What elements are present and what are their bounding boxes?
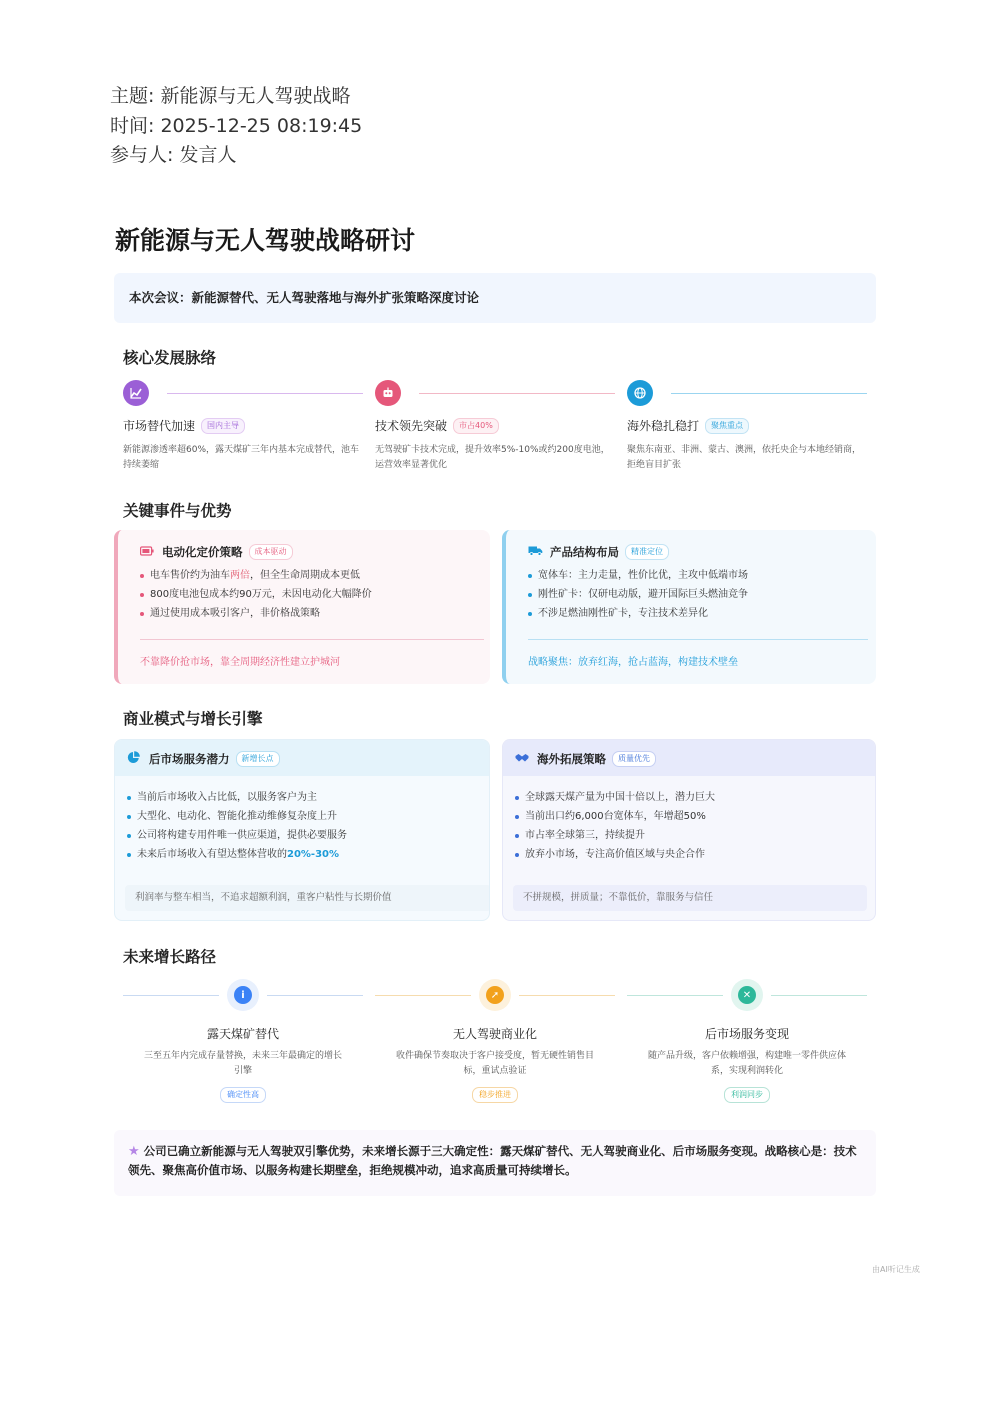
card-title: 产品结构布局 — [550, 545, 619, 559]
list-item: 全球露天煤产量为中国十倍以上，潜力巨大 — [515, 788, 715, 807]
list-item: 未来后市场收入有望达整体营收的20%-30% — [127, 845, 347, 864]
section-title-events: 关键事件与优势 — [123, 502, 232, 520]
list-item: 当前出口约6,000台宽体车，年增超50% — [515, 807, 715, 826]
truck-icon — [528, 545, 542, 559]
card-divider — [140, 639, 484, 640]
card-bullets — [528, 566, 748, 623]
growth-tag: 确定性高 — [220, 1087, 266, 1103]
robot-icon — [375, 380, 401, 406]
timeline-desc: 新能源渗透率超60%，露天煤矿三年内基本完成替代，池车持续萎缩 — [123, 445, 360, 470]
card-title: 电动化定价策略 — [162, 545, 243, 559]
handshake-icon — [515, 752, 529, 767]
growth-connector — [267, 995, 363, 996]
list-item: 当前后市场收入占比低，以服务客户为主 — [127, 788, 347, 807]
timeline-title — [627, 417, 749, 434]
list-item: 不涉足燃油刚性矿卡，专注技术差异化 — [528, 604, 748, 623]
list-item: 宽体车：主力走量，性价比优，主攻中低端市场 — [528, 566, 748, 585]
list-item: 放弃小市场，专注高价值区域与央企合作 — [515, 845, 715, 864]
list-item: 通过使用成本吸引客户，非价格战策略 — [140, 604, 372, 623]
footer-note: 由AI听记生成 — [872, 1265, 920, 1274]
card-overseas — [502, 739, 876, 921]
chart-line-icon — [123, 380, 149, 406]
timeline-title — [375, 417, 499, 434]
growth-desc: 三至五年内完成存量替换，未来三年最确定的增长引擎 — [143, 1051, 342, 1076]
card-bullets — [515, 788, 715, 864]
card-bullets — [127, 788, 347, 864]
timeline-desc: 聚焦东南亚、非洲、蒙古、澳洲，依托央企与本地经销商，拒绝盲目扩张 — [627, 445, 862, 470]
card-header — [140, 544, 293, 560]
growth-title: 后市场服务变现 — [704, 1027, 789, 1041]
card-tag: 成本驱动 — [249, 544, 293, 560]
list-item: 刚性矿卡：仅研电动版，避开国际巨头燃油竞争 — [528, 585, 748, 604]
card-bullets — [140, 566, 372, 623]
globe-icon — [627, 380, 653, 406]
list-item: 800度电池包成本约90万元，未因电动化大幅降价 — [140, 585, 372, 604]
card-tag: 精准定位 — [625, 544, 669, 560]
growth-title: 露天煤矿替代 — [206, 1027, 279, 1041]
list-item: 电车售价约为油车两倍，但全生命周期成本更低 — [140, 566, 372, 585]
battery-icon — [140, 545, 154, 559]
tools-icon: ✕ — [731, 979, 763, 1011]
timeline-title-text: 市场替代加速 — [123, 419, 196, 433]
growth-connector — [375, 995, 471, 996]
card-header — [515, 751, 656, 767]
meeting-meta — [110, 82, 362, 171]
conclusion-text: 公司已确立新能源与无人驾驶双引擎优势，未来增长源于三大确定性：露天煤矿替代、无人驾驶商业化、后市场服务变现。战略核心是：技术领先、聚焦高价值市场、以服务构建长期壁垒，拒绝规模冲动，追求高质量可持续增长。 — [128, 1144, 857, 1177]
card-footer: 不靠降价抢市场，靠全周期经济性建立护城河 — [140, 657, 340, 668]
timeline-tag: 市占40% — [453, 418, 499, 434]
timeline-connector — [671, 393, 867, 394]
card-header — [127, 751, 280, 767]
list-item: 公司将构建专用件唯一供应渠道，提供必要服务 — [127, 826, 347, 845]
star-icon: ★ — [128, 1144, 140, 1159]
section-title-core: 核心发展脉络 — [123, 349, 217, 367]
growth-title: 无人驾驶商业化 — [452, 1027, 537, 1041]
growth-tag: 利润同步 — [724, 1087, 770, 1103]
card-divider — [528, 639, 868, 640]
summary-box: 本次会议：新能源替代、无人驾驶落地与海外扩张策略深度讨论 — [114, 273, 876, 323]
section-title-business: 商业模式与增长引擎 — [123, 710, 263, 728]
card-note: 利润率与整车相当，不追求超额利润，重客户粘性与长期价值 — [125, 885, 490, 911]
card-aftermarket — [114, 739, 490, 921]
timeline-connector — [167, 393, 363, 394]
timeline-title-text: 海外稳扎稳打 — [627, 419, 700, 433]
growth-desc: 收件确保节奏取决于客户接受度，暂无硬性销售目标，重试点验证 — [395, 1051, 594, 1076]
timeline-title — [123, 417, 245, 434]
pie-chart-icon — [127, 751, 141, 767]
growth-connector — [519, 995, 615, 996]
meta-time: 时间: 2025-12-25 08:19:45 — [110, 114, 363, 137]
growth-connector — [627, 995, 723, 996]
card-note: 不拼规模，拼质量；不靠低价，靠服务与信任 — [513, 885, 867, 911]
section-title-future: 未来增长路径 — [123, 948, 217, 966]
timeline-desc: 无驾驶矿卡技术完成，提升效率5%-10%或约200度电池，运营效率显著优化 — [375, 445, 610, 470]
growth-desc: 随产品升级，客户依赖增强，构建唯一零件供应体系，实现利润转化 — [647, 1051, 846, 1076]
growth-tag: 稳步推进 — [472, 1087, 518, 1103]
list-item: 大型化、电动化、智能化推动维修复杂度上升 — [127, 807, 347, 826]
meta-topic: 主题: 新能源与无人驾驶战略 — [110, 85, 351, 107]
card-tag: 质量优先 — [612, 751, 656, 767]
timeline-tag: 国内主导 — [201, 418, 245, 434]
timeline-tag: 聚焦重点 — [705, 418, 749, 434]
info-icon: i — [227, 979, 259, 1011]
card-header — [528, 544, 669, 560]
timeline-connector — [419, 393, 615, 394]
list-item: 市占率全球第三，持续提升 — [515, 826, 715, 845]
meta-participants: 参与人: 发言人 — [110, 144, 237, 166]
growth-connector — [123, 995, 219, 996]
conclusion-box — [114, 1130, 876, 1196]
timeline-title-text: 技术领先突破 — [375, 419, 448, 433]
card-title: 后市场服务潜力 — [149, 752, 230, 766]
card-product — [502, 530, 876, 684]
card-title: 海外拓展策略 — [537, 752, 606, 766]
card-pricing — [114, 530, 490, 684]
growth-connector — [771, 995, 867, 996]
page-title: 新能源与无人驾驶战略研讨 — [115, 226, 416, 255]
card-tag: 新增长点 — [236, 751, 280, 767]
rocket-icon: ➚ — [479, 979, 511, 1011]
card-footer: 战略聚焦：放弃红海，抢占蓝海，构建技术壁垒 — [528, 657, 738, 668]
